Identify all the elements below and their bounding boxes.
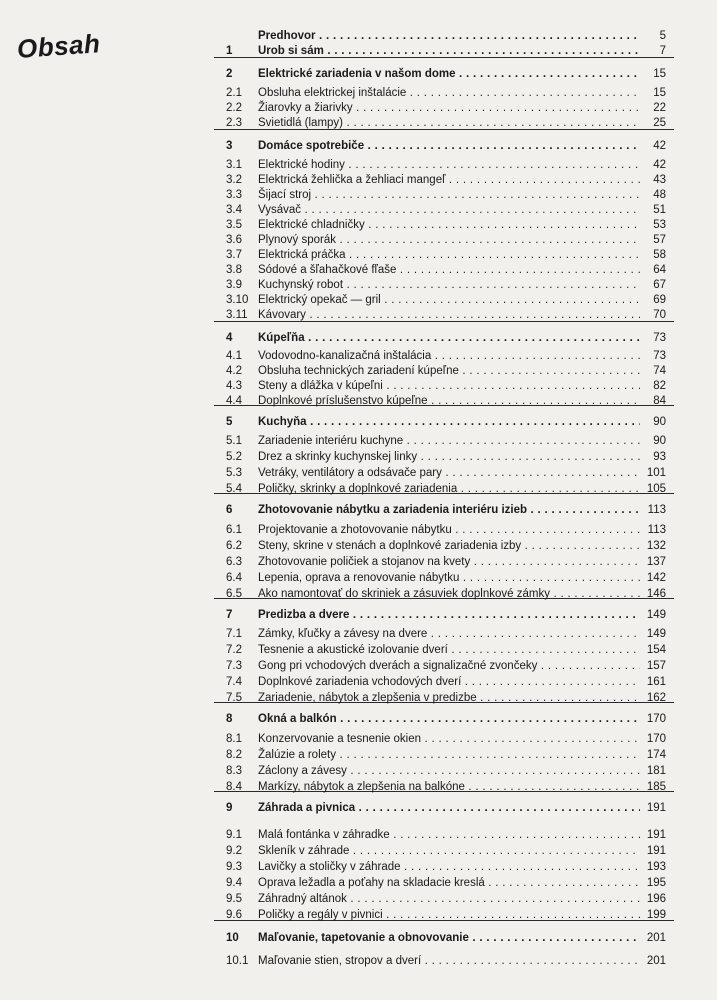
section-entry <box>0 843 717 859</box>
entry-page-number: 149 <box>646 609 666 621</box>
entry-page-number: 195 <box>646 877 666 889</box>
entry-page-number: 73 <box>653 332 666 344</box>
entry-title: Vetráky, ventilátory a odsávače pary . . . <box>258 465 640 481</box>
section-entry <box>0 187 717 203</box>
entry-title: Kávovary . . . <box>258 307 640 323</box>
entry-title: Steny, skrine v stenách a doplnkové zariadenia izby . . . <box>258 538 640 554</box>
entry-number: 6.4 <box>226 572 242 584</box>
entry-number: 8.1 <box>226 733 242 745</box>
section-entry <box>0 232 717 248</box>
entry-title: Domáce spotrebiče . . . <box>258 138 640 154</box>
section-entry <box>0 307 717 323</box>
entry-title: Drez a skrinky kuchynskej linky . . . <box>258 449 640 465</box>
entry-title: Poličky a regály v pivnici . . . <box>258 907 640 923</box>
entry-page-number: 22 <box>653 102 666 114</box>
entry-page-number: 174 <box>646 749 666 761</box>
chapter-entry <box>0 414 717 430</box>
chapter-entry <box>0 502 717 518</box>
entry-number: 2 <box>226 68 233 80</box>
section-entry <box>0 292 717 308</box>
chapter-entry <box>0 330 717 346</box>
entry-page-number: 53 <box>653 219 666 231</box>
entry-number: 9.4 <box>226 877 242 889</box>
chapter-entry <box>0 43 717 59</box>
entry-page-number: 64 <box>653 264 666 276</box>
entry-title: Elektrická žehlička a žehliaci mangeľ . . . <box>258 172 640 188</box>
entry-page-number: 82 <box>653 380 666 392</box>
entry-number: 7.1 <box>226 628 242 640</box>
section-entry <box>0 827 717 843</box>
entry-page-number: 142 <box>646 572 666 584</box>
entry-title: Maľovanie stien, stropov a dverí . . . <box>258 953 640 969</box>
chapter-entry <box>0 28 717 44</box>
entry-page-number: 157 <box>646 660 666 672</box>
entry-title: Svietidlá (lampy) . . . <box>258 115 640 131</box>
entry-title: Elektrický opekač — gril . . . <box>258 292 640 308</box>
entry-title: Kúpeľňa . . . <box>258 330 640 346</box>
section-entry <box>0 538 717 554</box>
entry-page-number: 113 <box>647 504 666 516</box>
entry-title: Zariadenie interiéru kuchyne . . . <box>258 433 640 449</box>
entry-page-number: 113 <box>647 524 666 536</box>
entry-title: Kuchynský robot . . . <box>258 277 640 293</box>
entry-title: Žalúzie a rolety . . . <box>258 747 640 763</box>
entry-title: Elektrické zariadenia v našom dome . . . <box>258 66 640 82</box>
entry-title: Zámky, kľučky a závesy na dvere . . . <box>258 626 640 642</box>
entry-page-number: 57 <box>653 234 666 246</box>
entry-number: 9.2 <box>226 845 242 857</box>
entry-title: Vodovodno-kanalizačná inštalácia . . . <box>258 348 640 364</box>
entry-title: Okná a balkón . . . <box>258 711 640 727</box>
entry-page-number: 185 <box>646 781 666 793</box>
entry-page-number: 69 <box>653 294 666 306</box>
entry-number: 1 <box>226 45 233 57</box>
entry-number: 3.11 <box>226 309 248 321</box>
entry-title: Markízy, nábytok a zlepšenia na balkóne . . . <box>258 779 640 795</box>
entry-title: Obsluha technických zariadení kúpeľne . . . <box>258 363 640 379</box>
section-entry <box>0 747 717 763</box>
chapter-entry <box>0 138 717 154</box>
entry-number: 9.3 <box>226 861 242 873</box>
entry-page-number: 7 <box>659 45 666 57</box>
entry-page-number: 101 <box>646 467 666 479</box>
entry-number: 2.2 <box>226 102 242 114</box>
entry-title: Šijací stroj . . . <box>258 187 640 203</box>
section-entry <box>0 891 717 907</box>
entry-number: 7.2 <box>226 644 242 656</box>
section-entry <box>0 393 717 409</box>
entry-page-number: 5 <box>659 30 666 42</box>
section-entry <box>0 779 717 795</box>
entry-number: 10 <box>226 932 239 944</box>
entry-number: 9.1 <box>226 829 242 841</box>
entry-page-number: 191 <box>646 829 666 841</box>
entry-title: Projektovanie a zhotovovanie nábytku . . . <box>258 522 640 538</box>
entry-number: 5.3 <box>226 467 242 479</box>
entry-page-number: 146 <box>646 588 666 600</box>
section-entry <box>0 433 717 449</box>
entry-title: Lavičky a stoličky v záhrade . . . <box>258 859 640 875</box>
entry-number: 2.1 <box>226 87 242 99</box>
entry-page-number: 25 <box>653 117 666 129</box>
section-entry <box>0 363 717 379</box>
section-entry <box>0 522 717 538</box>
entry-page-number: 191 <box>646 845 666 857</box>
section-entry <box>0 859 717 875</box>
section-entry <box>0 217 717 233</box>
entry-number: 3.3 <box>226 189 242 201</box>
entry-number: 3.5 <box>226 219 242 231</box>
entry-number: 7 <box>226 609 233 621</box>
entry-title: Skleník v záhrade . . . <box>258 843 640 859</box>
entry-page-number: 137 <box>646 556 666 568</box>
entry-page-number: 67 <box>653 279 666 291</box>
entry-page-number: 42 <box>653 140 666 152</box>
entry-title: Záclony a závesy . . . <box>258 763 640 779</box>
entry-number: 6.5 <box>226 588 242 600</box>
chapter-entry <box>0 800 717 816</box>
entry-page-number: 161 <box>646 676 666 688</box>
entry-title: Doplnkové zariadenia vchodových dverí . . . <box>258 674 640 690</box>
entry-number: 4 <box>226 332 233 344</box>
chapter-entry <box>0 930 717 946</box>
entry-page-number: 196 <box>646 893 666 905</box>
section-entry <box>0 85 717 101</box>
section-entry <box>0 481 717 497</box>
entry-title: Vysávač . . . <box>258 202 640 218</box>
entry-number: 8 <box>226 713 233 725</box>
section-entry <box>0 626 717 642</box>
entry-number: 10.1 <box>226 955 249 967</box>
section-entry <box>0 115 717 131</box>
entry-title: Záhrada a pivnica . . . <box>258 800 640 816</box>
entry-title: Steny a dlážka v kúpeľni . . . <box>258 378 640 394</box>
entry-page-number: 191 <box>646 802 666 814</box>
entry-number: 8.2 <box>226 749 242 761</box>
entry-number: 5.1 <box>226 435 242 447</box>
entry-page-number: 170 <box>646 733 666 745</box>
entry-number: 6.2 <box>226 540 242 552</box>
entry-number: 5 <box>226 416 233 428</box>
entry-number: 3.1 <box>226 159 242 171</box>
entry-title: Maľovanie, tapetovanie a obnovovanie . . . <box>258 930 640 946</box>
chapter-entry <box>0 607 717 623</box>
entry-page-number: 42 <box>653 159 666 171</box>
section-entry <box>0 277 717 293</box>
entry-title: Elektrické chladničky . . . <box>258 217 640 233</box>
section-entry <box>0 157 717 173</box>
entry-number: 3.2 <box>226 174 242 186</box>
section-entry <box>0 465 717 481</box>
entry-title: Zhotovovanie poličiek a stojanov na kvety . . . <box>258 554 640 570</box>
entry-title: Urob si sám . . . <box>258 43 640 59</box>
section-entry <box>0 875 717 891</box>
entry-page-number: 193 <box>646 861 666 873</box>
entry-number: 3.8 <box>226 264 242 276</box>
section-entry <box>0 586 717 602</box>
entry-number: 8.4 <box>226 781 242 793</box>
entry-number: 3.7 <box>226 249 242 261</box>
page-title: Obsah <box>16 28 102 64</box>
entry-page-number: 93 <box>653 451 666 463</box>
entry-page-number: 181 <box>646 765 666 777</box>
entry-page-number: 73 <box>653 350 666 362</box>
entry-number: 9.6 <box>226 909 242 921</box>
section-entry <box>0 100 717 116</box>
entry-number: 5.4 <box>226 483 242 495</box>
entry-number: 4.3 <box>226 380 242 392</box>
entry-title: Kuchyňa . . . <box>258 414 640 430</box>
entry-number: 5.2 <box>226 451 242 463</box>
entry-number: 7.4 <box>226 676 242 688</box>
section-entry <box>0 763 717 779</box>
section-entry <box>0 262 717 278</box>
entry-page-number: 58 <box>653 249 666 261</box>
entry-title: Konzervovanie a tesnenie okien . . . <box>258 731 640 747</box>
entry-number: 3.4 <box>226 204 242 216</box>
entry-title: Zariadenie, nábytok a zlepšenia v predizbe . . . <box>258 690 640 706</box>
entry-number: 6.1 <box>226 524 242 536</box>
entry-title: Predhovor . . . <box>258 28 640 44</box>
entry-number: 9.5 <box>226 893 242 905</box>
entry-page-number: 105 <box>646 483 666 495</box>
entry-number: 3.10 <box>226 294 249 306</box>
section-entry <box>0 907 717 923</box>
section-entry <box>0 202 717 218</box>
entry-title: Elektrické hodiny . . . <box>258 157 640 173</box>
chapter-entry <box>0 66 717 82</box>
entry-title: Tesnenie a akustické izolovanie dverí . . . <box>258 642 640 658</box>
entry-page-number: 90 <box>653 416 666 428</box>
entry-number: 2.3 <box>226 117 242 129</box>
chapter-entry <box>0 711 717 727</box>
entry-title: Elektrická práčka . . . <box>258 247 640 263</box>
section-entry <box>0 378 717 394</box>
section-entry <box>0 570 717 586</box>
section-entry <box>0 658 717 674</box>
entry-page-number: 199 <box>646 909 666 921</box>
section-entry <box>0 348 717 364</box>
section-entry <box>0 642 717 658</box>
entry-title: Záhradný altánok . . . <box>258 891 640 907</box>
entry-page-number: 201 <box>646 955 666 967</box>
entry-page-number: 48 <box>653 189 666 201</box>
entry-page-number: 15 <box>653 68 666 80</box>
entry-title: Ako namontovať do skriniek a zásuviek doplnkové zámky . . . <box>258 586 640 602</box>
entry-page-number: 149 <box>646 628 666 640</box>
entry-page-number: 74 <box>653 365 666 377</box>
entry-number: 8.3 <box>226 765 242 777</box>
entry-title: Žiarovky a žiarivky . . . <box>258 100 640 116</box>
entry-number: 4.4 <box>226 395 242 407</box>
entry-title: Malá fontánka v záhradke . . . <box>258 827 640 843</box>
entry-number: 7.3 <box>226 660 242 672</box>
entry-page-number: 15 <box>653 87 666 99</box>
section-entry <box>0 172 717 188</box>
entry-title: Sódové a šľahačkové fľaše . . . <box>258 262 640 278</box>
entry-title: Oprava ležadla a poťahy na skladacie kreslá . . . <box>258 875 640 891</box>
entry-page-number: 162 <box>646 692 666 704</box>
entry-title: Predizba a dvere . . . <box>258 607 640 623</box>
entry-number: 9 <box>226 802 233 814</box>
entry-page-number: 170 <box>646 713 666 725</box>
entry-title: Obsluha elektrickej inštalácie . . . <box>258 85 640 101</box>
section-entry <box>0 731 717 747</box>
entry-number: 4.2 <box>226 365 242 377</box>
section-entry <box>0 554 717 570</box>
entry-title: Poličky, skrinky a doplnkové zariadenia . . . <box>258 481 640 497</box>
entry-number: 3.6 <box>226 234 242 246</box>
entry-number: 6.3 <box>226 556 242 568</box>
entry-page-number: 154 <box>646 644 666 656</box>
entry-page-number: 90 <box>653 435 666 447</box>
entry-title: Lepenia, oprava a renovovanie nábytku . . . <box>258 570 640 586</box>
entry-page-number: 43 <box>653 174 666 186</box>
section-entry <box>0 449 717 465</box>
section-entry <box>0 953 717 969</box>
entry-page-number: 51 <box>653 204 666 216</box>
section-entry <box>0 690 717 706</box>
entry-page-number: 84 <box>653 395 666 407</box>
entry-page-number: 132 <box>646 540 666 552</box>
entry-number: 4.1 <box>226 350 242 362</box>
entry-page-number: 70 <box>653 309 666 321</box>
entry-number: 3.9 <box>226 279 242 291</box>
entry-title: Zhotovovanie nábytku a zariadenia interiéru izieb . . . <box>258 502 640 518</box>
entry-number: 3 <box>226 140 233 152</box>
entry-number: 6 <box>226 504 233 516</box>
entry-title: Gong pri vchodových dverách a signalizačné zvončeky . . . <box>258 658 640 674</box>
entry-title: Doplnkové príslušenstvo kúpeľne . . . <box>258 393 640 409</box>
entry-title: Plynový sporák . . . <box>258 232 640 248</box>
section-entry <box>0 247 717 263</box>
section-entry <box>0 674 717 690</box>
entry-page-number: 201 <box>646 932 666 944</box>
entry-number: 7.5 <box>226 692 242 704</box>
